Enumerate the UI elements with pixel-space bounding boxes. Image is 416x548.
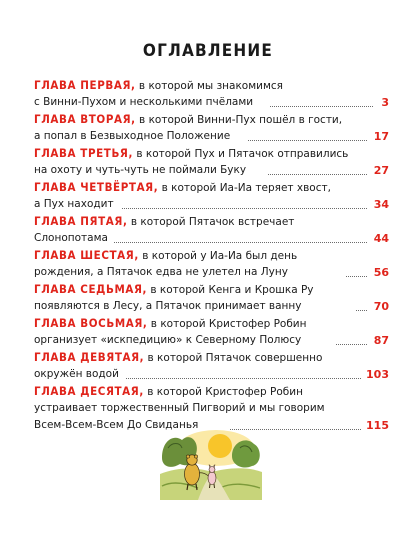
chapter-desc-line2: а Пух находит [34,198,114,210]
toc-entry-4-line-2 [34,196,389,213]
dot-leader [270,106,373,107]
page-number: 17 [373,130,389,143]
sun [208,434,232,458]
chapter-desc-line1: в которой Пух и Пятачок отправились [133,148,349,160]
toc-entry-5[interactable] [34,213,389,247]
chapter-desc-line1: в которой Кристофер Робин [143,386,303,398]
toc-entry-9-line-1 [34,349,389,366]
chapter-desc-line2: Слонопотама [34,232,108,244]
chapter-heading: ГЛАВА ПЯТАЯ, [34,214,128,228]
toc-entry-7-line-1 [34,281,389,298]
chapter-desc-line2: организует «искпедицию» к Северному Полюсу [34,334,302,346]
piglet-body [208,472,216,485]
dot-leader [126,378,361,379]
chapter-desc-line1: в которой Кристофер Робин [147,318,307,330]
chapter-desc-line2: а попал в Безвыходное Положение [34,130,231,142]
toc-entry-1-line-1 [34,77,389,94]
dot-leader [268,174,367,175]
toc-entry-7[interactable] [34,281,389,315]
dot-leader [356,310,367,311]
toc-entry-8-line-1 [34,315,389,332]
page-number: 115 [366,419,389,432]
chapter-desc-line2: окружён водой [34,368,119,380]
toc-entry-1-line-2 [34,94,389,111]
toc-entry-10-line-1 [34,383,389,400]
pooh-piglet-illustration [160,418,262,500]
toc-entry-10-line-2 [34,400,389,417]
table-of-contents [34,77,389,434]
chapter-desc-line2: рождения, а Пятачок едва не улетел на Луну [34,266,288,278]
page-number: 87 [373,334,389,347]
dot-leader [336,344,367,345]
toc-entry-2-line-2 [34,128,389,145]
page-number: 70 [373,300,389,313]
chapter-heading: ГЛАВА ВОСЬМАЯ, [34,316,148,330]
toc-entry-1[interactable] [34,77,389,111]
chapter-heading: ГЛАВА ДЕВЯТАЯ, [34,350,145,364]
chapter-desc-line2: с Винни-Пухом и несколькими пчёлами [34,96,254,108]
dot-leader [114,242,367,243]
chapter-heading: ГЛАВА ЧЕТВЁРТАЯ, [34,180,159,194]
chapter-heading: ГЛАВА ПЕРВАЯ, [34,78,136,92]
toc-entry-5-line-1 [34,213,389,230]
page-number: 3 [381,96,389,109]
toc-entry-3-line-1 [34,145,389,162]
page-title: ОГЛАВЛЕНИЕ [142,41,274,61]
toc-entry-6[interactable] [34,247,389,281]
chapter-desc-line1: в которой Винни-Пух пошёл в гости, [135,114,343,126]
dot-leader [346,276,367,277]
page-number: 27 [373,164,389,177]
piglet-head [209,467,215,473]
toc-entry-2-line-1 [34,111,389,128]
toc-entry-8-line-2 [34,332,389,349]
chapter-desc-line1: в которой мы знакомимся [135,80,283,92]
toc-entry-5-line-2 [34,230,389,247]
page-number: 34 [373,198,389,211]
chapter-desc-line1: в которой Пятачок встречает [127,216,295,228]
pooh-ear-left [186,455,189,458]
toc-entry-4[interactable] [34,179,389,213]
page-number: 56 [373,266,389,279]
chapter-desc-line2: на охоту и чуть-чуть не поймали Буку [34,164,247,176]
chapter-desc-line2: устраивает торжественный Пигворий и мы говорим [34,402,325,414]
toc-entry-7-line-2 [34,298,389,315]
dot-leader [248,140,367,141]
toc-entry-3[interactable] [34,145,389,179]
toc-entry-9-line-2 [34,366,389,383]
pooh-ear-right [194,455,197,458]
page-number: 103 [366,368,389,381]
chapter-heading: ГЛАВА ТРЕТЬЯ, [34,146,134,160]
toc-entry-2[interactable] [34,111,389,145]
dot-leader [122,208,367,209]
toc-entry-9[interactable] [34,349,389,383]
toc-entry-8[interactable] [34,315,389,349]
chapter-desc-line2: появляются в Лесу, а Пятачок принимает ванну [34,300,302,312]
chapter-desc-line1: в которой Кенга и Крошка Ру [147,284,314,296]
chapter-heading: ГЛАВА ШЕСТАЯ, [34,248,139,262]
pooh-body [185,463,200,485]
chapter-heading: ГЛАВА ВТОРАЯ, [34,112,136,126]
toc-entry-3-line-2 [34,162,389,179]
chapter-heading: ГЛАВА СЕДЬМАЯ, [34,282,148,296]
chapter-desc-line1: в которой Иа-Иа теряет хвост, [158,182,331,194]
toc-entry-6-line-1 [34,247,389,264]
chapter-desc-line1: в которой у Иа-Иа был день [138,250,298,262]
chapter-desc-line1: в которой Пятачок совершенно [144,352,323,364]
chapter-heading: ГЛАВА ДЕСЯТАЯ, [34,384,144,398]
chapter-desc-line3: Всем-Всем-Всем До Свиданья [34,419,199,431]
toc-entry-6-line-2 [34,264,389,281]
page-number: 44 [373,232,389,245]
toc-entry-4-line-1 [34,179,389,196]
